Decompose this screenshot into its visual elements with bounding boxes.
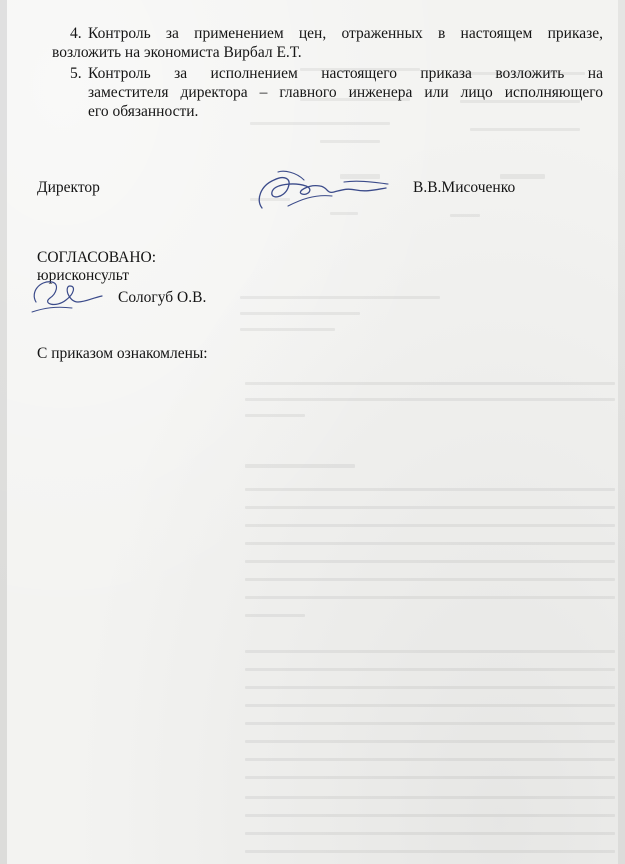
director-title: Директор — [37, 179, 100, 196]
director-signature-image — [248, 160, 398, 220]
approval-role: юрисконсульт — [37, 267, 130, 284]
acknowledged-label: С приказом ознакомлены: — [37, 345, 208, 362]
item-line: Контроль за применением цен, отраженных в настоящем приказе, — [88, 25, 603, 42]
item-line: его обязанности. — [88, 103, 199, 120]
item-line: заместителя директора – главного инженера или лицо исполняющего — [88, 84, 603, 101]
item-line: Контроль за исполнением настоящего приказа возложить на — [88, 65, 603, 82]
list-item-4 — [52, 24, 603, 62]
item-line: возложить на экономиста Вирбал Е.Т. — [52, 44, 302, 61]
item-number: 4. — [70, 25, 82, 42]
approval-heading: СОГЛАСОВАНО: — [37, 249, 157, 266]
list-item-5 — [70, 64, 603, 121]
item-text — [52, 24, 603, 62]
approval-name: Сологуб О.В. — [118, 289, 207, 306]
director-name: В.В.Мисоченко — [413, 179, 516, 196]
item-number: 5. — [70, 65, 82, 82]
item-text — [88, 64, 603, 121]
